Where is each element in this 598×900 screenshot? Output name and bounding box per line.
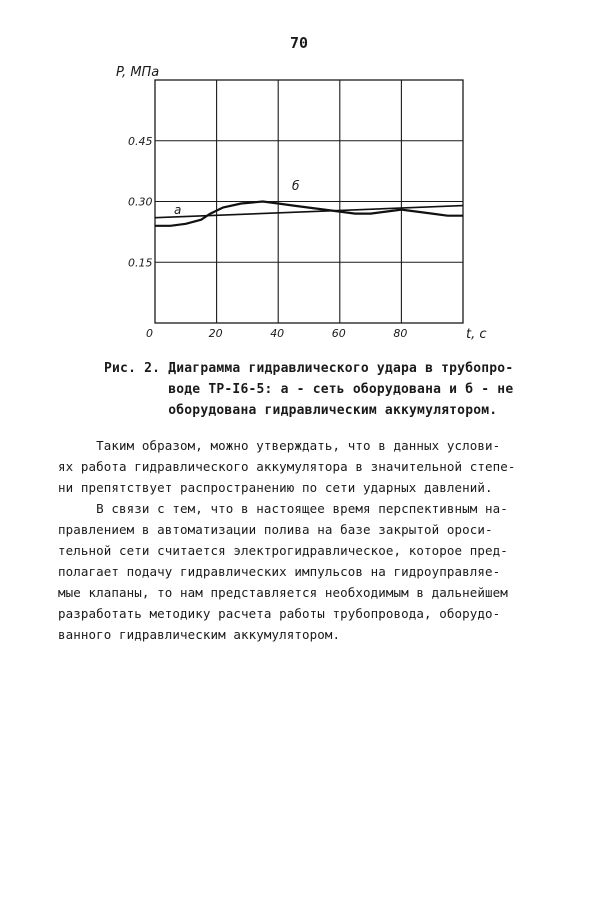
curve-label-a: а [174, 203, 182, 217]
x-tick-label: 20 [208, 327, 223, 340]
caption-line: воде ТР-I6-5: а - сеть оборудована и б - не [104, 382, 514, 397]
x-tick-label: 80 [393, 327, 408, 340]
pressure-chart [0, 0, 598, 360]
body-line: полагает подачу гидравлических импульсов на гидроуправляе- [58, 564, 501, 579]
caption-line: оборудована гидравлическим аккумулятором. [104, 403, 498, 418]
x-axis-label: t, c [466, 327, 487, 342]
chart-grid [155, 80, 463, 323]
y-tick-label: 0.45 [128, 134, 153, 148]
body-line: ях работа гидравлического аккумулятора в значительной степе- [58, 459, 516, 474]
page-number: 70 [289, 34, 309, 52]
body-line: ванного гидравлическим аккумулятором. [58, 627, 341, 642]
body-line: В связи с тем, что в настоящее время перспективным на- [58, 501, 508, 516]
curve-label-b: б [292, 179, 300, 193]
body-line: ни препятствует распространению по сети ударных давлений. [58, 480, 493, 495]
chart-curves [155, 202, 463, 226]
y-tick-label: 0 [146, 327, 153, 340]
series-line-b [155, 202, 463, 226]
body-line: разработать методику расчета работы трубопровода, оборудо- [58, 606, 501, 621]
x-tick-label: 40 [270, 327, 285, 340]
y-tick-label: 0.30 [128, 195, 153, 209]
x-tick-label: 60 [331, 327, 346, 340]
y-tick-label: 0.15 [128, 256, 153, 270]
body-line: Таким образом, можно утверждать, что в данных услови- [58, 438, 501, 453]
figure-caption [104, 358, 544, 421]
y-axis-label: P, МПа [116, 65, 160, 80]
body-line: тельной сети считается электрогидравлическое, которое пред- [58, 543, 508, 558]
body-line: правлением в автоматизации полива на базе закрытой ороси- [58, 522, 493, 537]
chart-ticks [128, 135, 407, 340]
caption-line: Рис. 2. Диаграмма гидравлического удара в трубопро- [104, 361, 514, 376]
body-line: мые клапаны, то нам представляется необходимым в дальнейшем [58, 585, 508, 600]
body-paragraphs [58, 435, 558, 645]
